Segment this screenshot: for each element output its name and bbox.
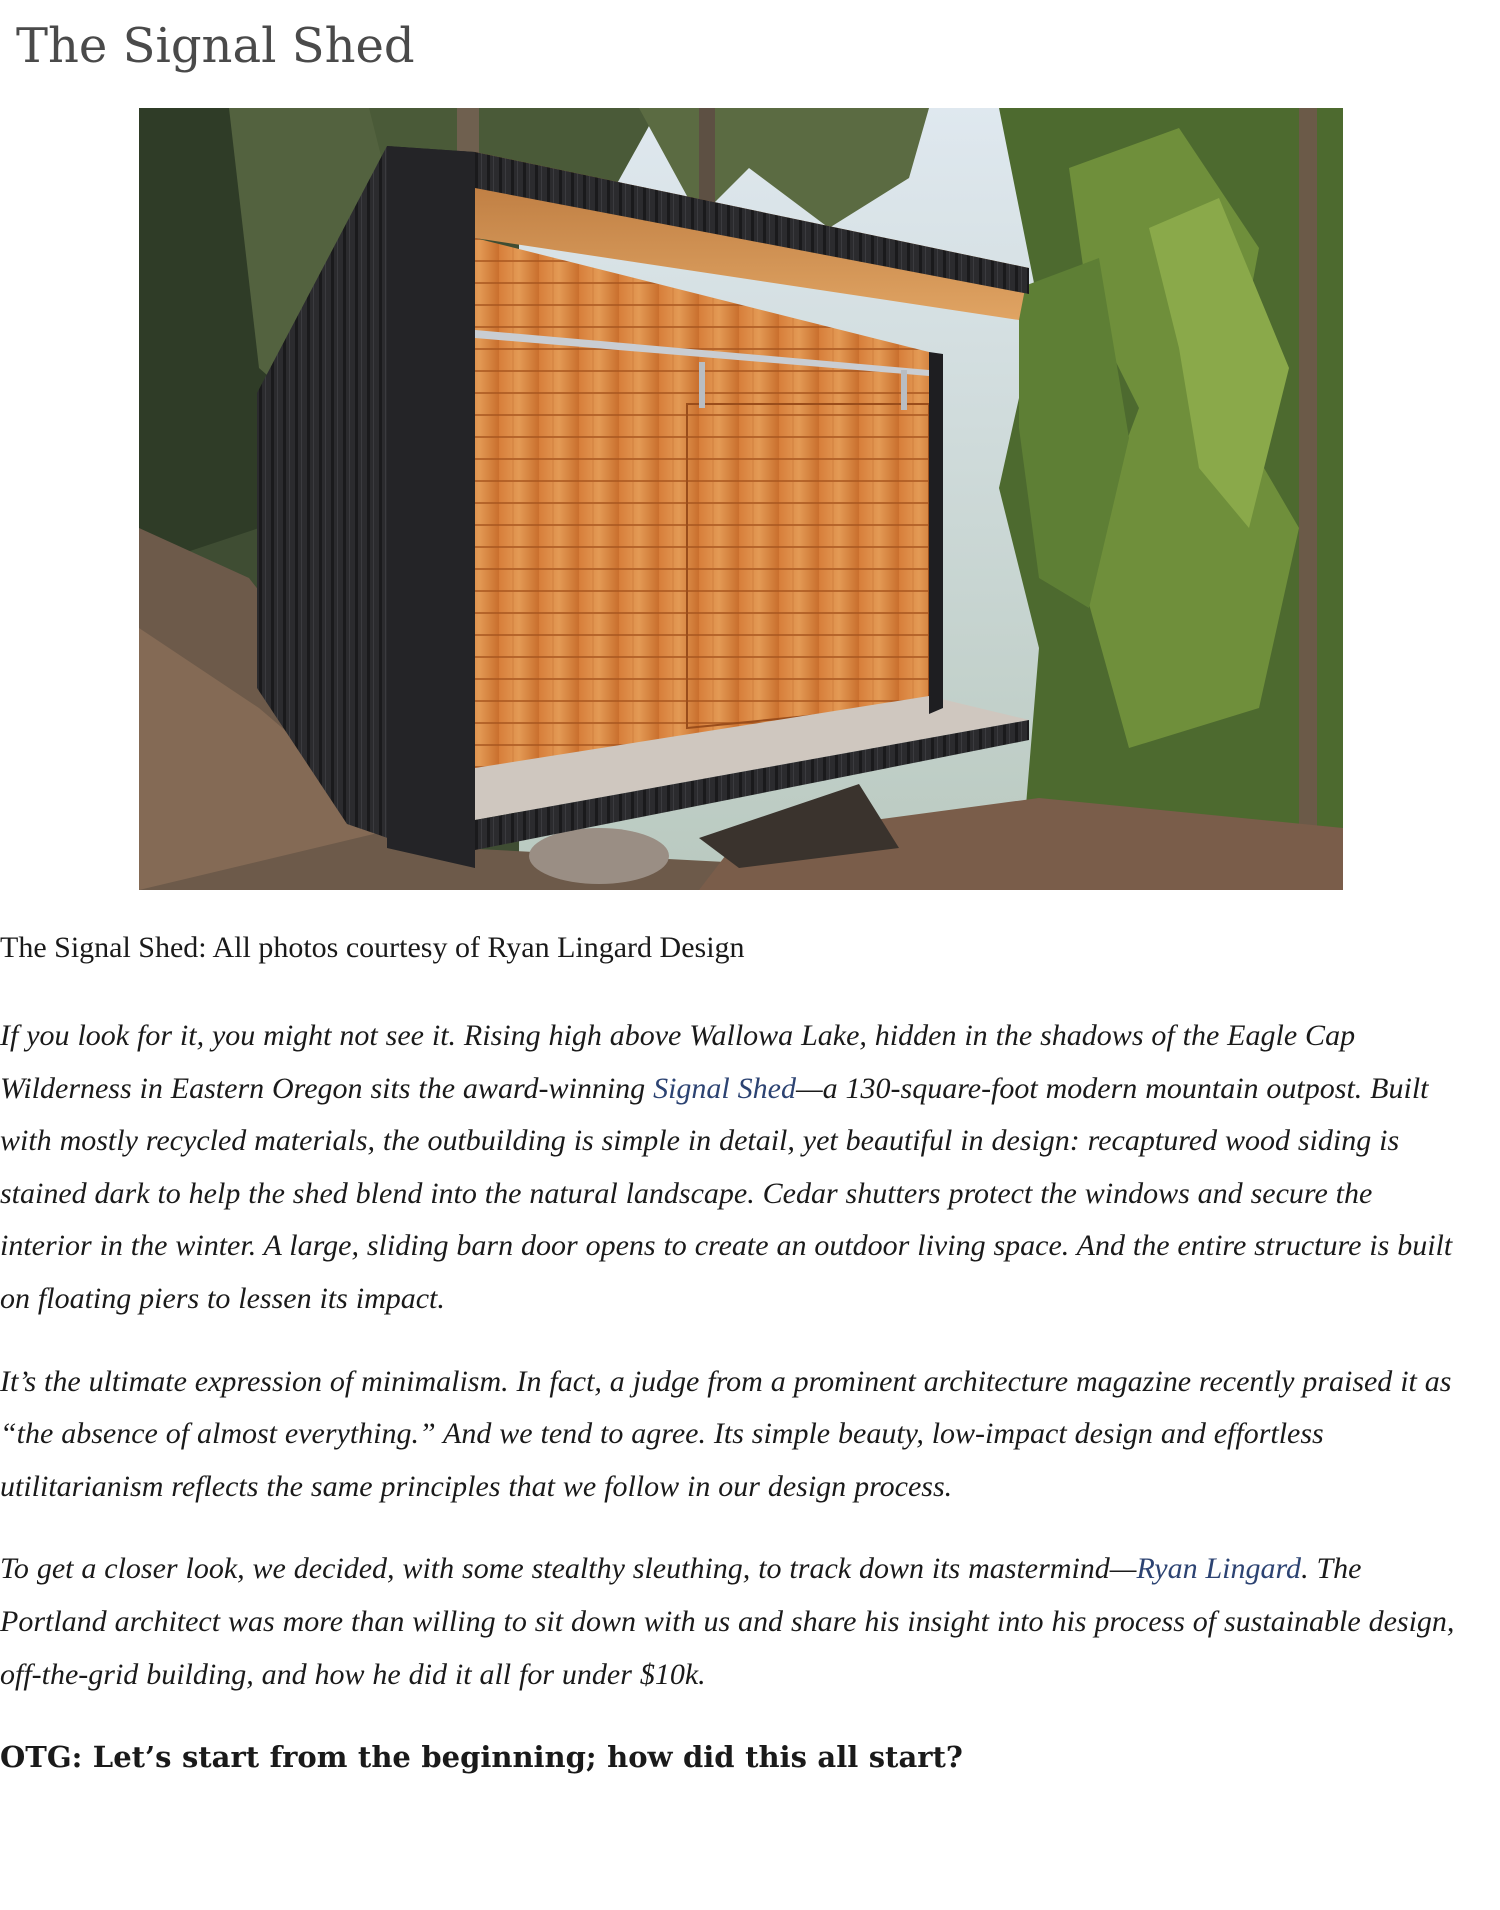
article-title: The Signal Shed: [16, 18, 415, 74]
photo-caption: The Signal Shed: All photos courtesy of Ryan Lingard Design: [0, 931, 745, 964]
paragraph-1-text-a: If you look for it, you might not see it. Rising high above Wallowa Lake, hidden in the shadows of the Eagle Cap Wilderness in Eastern Oregon sits the award-winning: [0, 1019, 1356, 1105]
ryan-lingard-link[interactable]: Ryan Lingard: [1136, 1552, 1302, 1586]
signal-shed-link[interactable]: Signal Shed: [653, 1071, 796, 1105]
interview-question: OTG: Let’s start from the beginning; how did this all start?: [0, 1740, 963, 1775]
paragraph-3-text-b: . The Portland architect was more than willing to sit down with us and share his insight into his process of sustainable design, off-the-grid building, and how he did it all for under $10k.: [0, 1552, 1455, 1691]
article: [16, 0, 1486, 92]
paragraph-3: [0, 1543, 1470, 1701]
paragraph-2: It’s the ultimate expression of minimalism. In fact, a judge from a prominent architecture magazine recently praised it as “the absence of almost everything.” And we tend to agree. Its simple beauty, low-impact design and effortless utilitarianism reflects the same principles that we follow in our design process.: [0, 1364, 1452, 1503]
paragraph-1: [0, 1010, 1470, 1326]
signal-shed-photo: [139, 108, 1343, 890]
article-body: [0, 1010, 1470, 1813]
paragraph-3-text-a: To get a closer look, we decided, with some stealthy sleuthing, to track down its mastermind—: [0, 1552, 1137, 1586]
paragraph-1-text-b: —a 130-square-foot modern mountain outpost. Built with mostly recycled materials, the outbuilding is simple in detail, yet beautiful in design: recaptured wood siding is stained dark to help the shed blend into the natural landscape. Cedar shutters protect the windows and secure the interior in the winter. A large, sliding barn door opens to create an outdoor living space. And the entire structure is built on floating piers to lessen its impact.: [0, 1071, 1453, 1315]
